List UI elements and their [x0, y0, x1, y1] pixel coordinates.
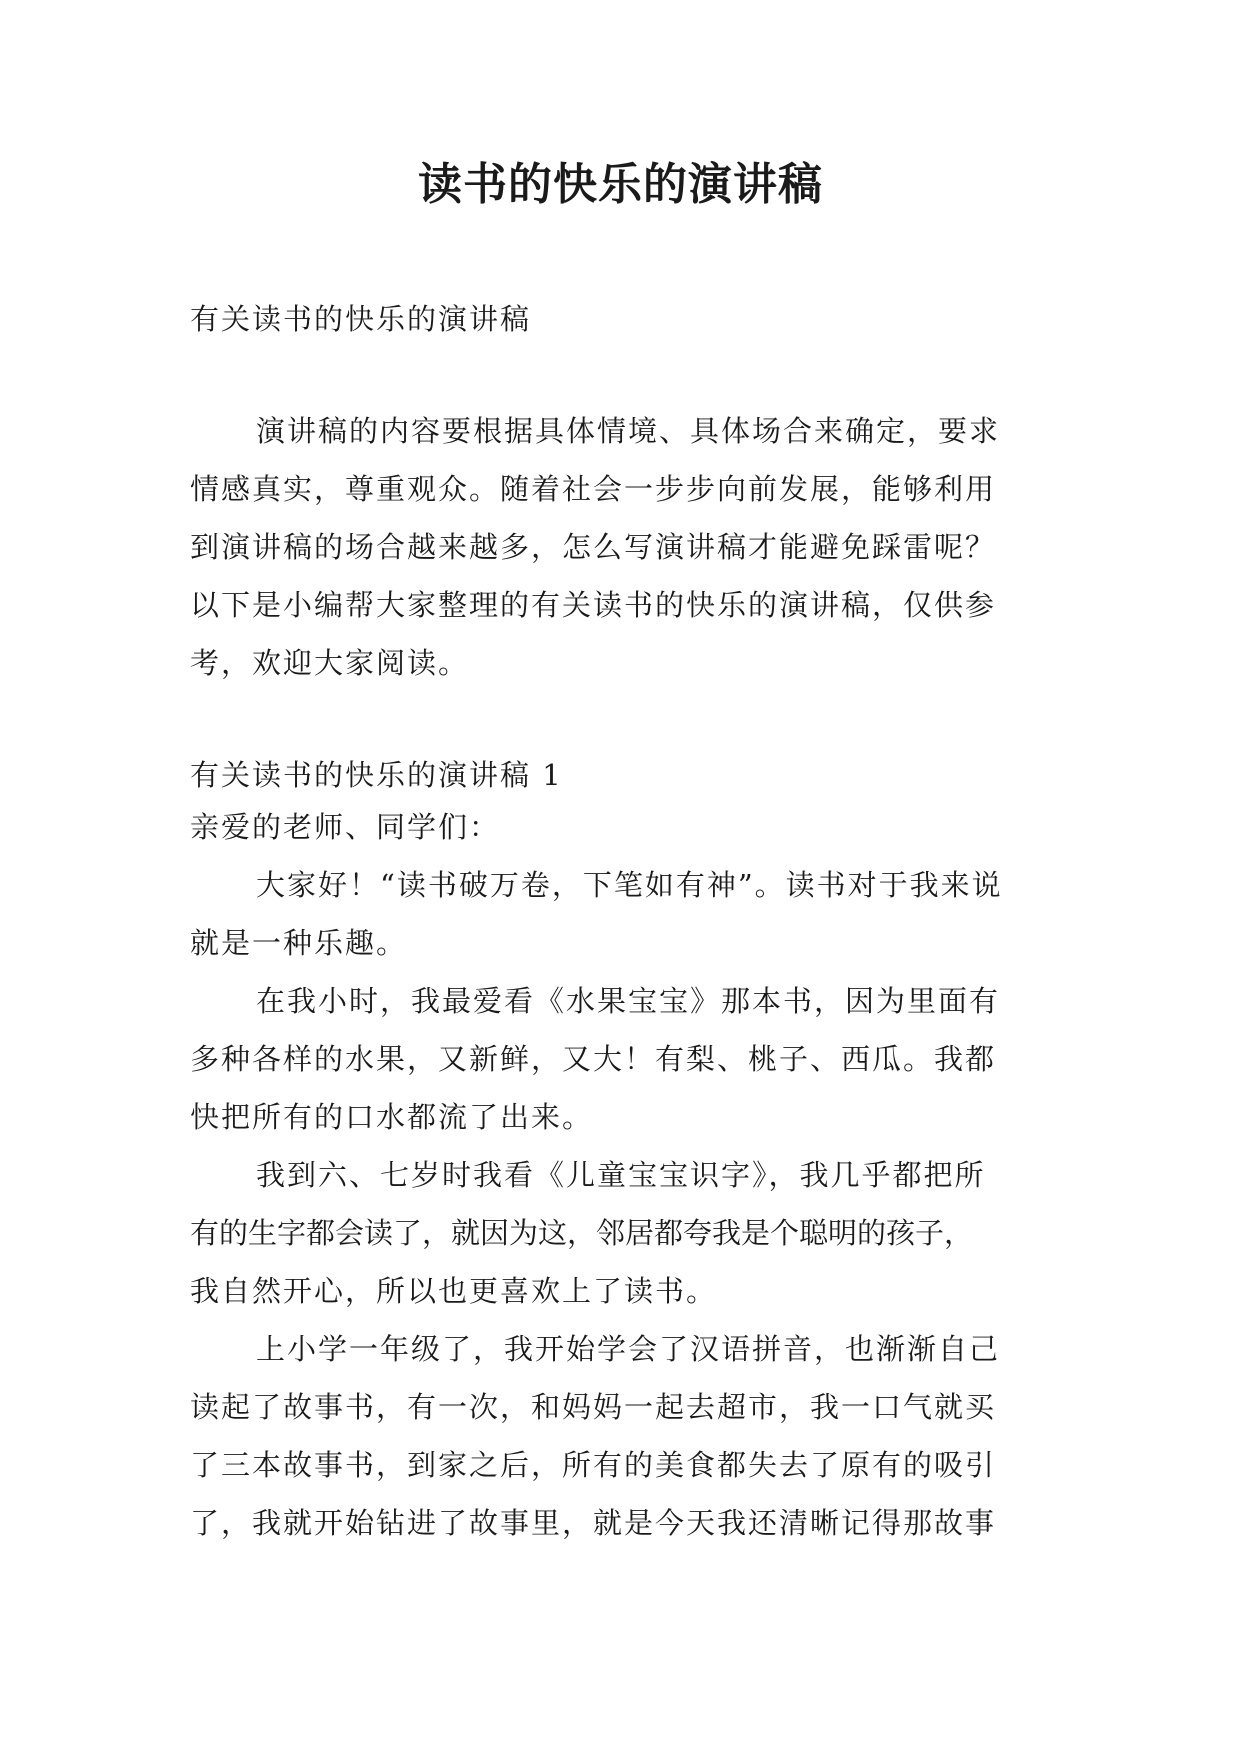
paragraph-line: 多种各样的水果，又新鲜，又大！有梨、桃子、西瓜。我都 — [190, 1042, 997, 1076]
paragraph-line: 我自然开心，所以也更喜欢上了读书。 — [190, 1274, 718, 1308]
paragraph-line: 了，我就开始钻进了故事里，就是今天我还清晰记得那故事 — [190, 1506, 997, 1540]
subtitle: 有关读书的快乐的演讲稿 — [190, 302, 532, 336]
paragraph-line: 大家好！“读书破万卷，下笔如有神”。读书对于我来说 — [256, 868, 1003, 902]
document-title: 读书的快乐的演讲稿 — [418, 159, 823, 210]
body-paragraph — [190, 1320, 1060, 1552]
body-paragraph — [190, 856, 1060, 972]
paragraph-line: 了三本故事书，到家之后，所有的美食都失去了原有的吸引 — [190, 1448, 997, 1482]
paragraph-line: 在我小时，我最爱看《水果宝宝》那本书，因为里面有 — [256, 984, 1001, 1018]
intro-line: 考，欢迎大家阅读。 — [190, 646, 470, 680]
paragraph-line: 读起了故事书，有一次，和妈妈一起去超市，我一口气就买 — [190, 1390, 997, 1424]
intro-line: 到演讲稿的场合越来越多，怎么写演讲稿才能避免踩雷呢？ — [190, 530, 997, 564]
intro-line: 以下是小编帮大家整理的有关读书的快乐的演讲稿，仅供参 — [190, 588, 997, 622]
greeting: 亲爱的老师、同学们： — [190, 810, 501, 844]
paragraph-line: 快把所有的口水都流了出来。 — [190, 1100, 594, 1134]
spacer — [190, 692, 1060, 750]
spacer — [190, 348, 1060, 406]
body-paragraph — [190, 972, 1060, 1146]
paragraph-line: 我到六、七岁时我看《儿童宝宝识字》，我几乎都把所 — [256, 1158, 986, 1192]
body-paragraph — [190, 1146, 1060, 1320]
section-heading: 有关读书的快乐的演讲稿 1 — [190, 758, 563, 792]
intro-line: 情感真实，尊重观众。随着社会一步步向前发展，能够利用 — [190, 472, 997, 506]
document-body — [190, 290, 1060, 1552]
intro-paragraph — [190, 402, 1060, 692]
paragraph-line: 上小学一年级了，我开始学会了汉语拼音，也渐渐自己 — [256, 1332, 1001, 1366]
paragraph-line: 有的生字都会读了，就因为这，邻居都夸我是个聪明的孩子， — [190, 1216, 974, 1250]
paragraph-line: 就是一种乐趣。 — [190, 926, 408, 960]
intro-line: 演讲稿的内容要根据具体情境、具体场合来确定，要求 — [256, 414, 1001, 448]
